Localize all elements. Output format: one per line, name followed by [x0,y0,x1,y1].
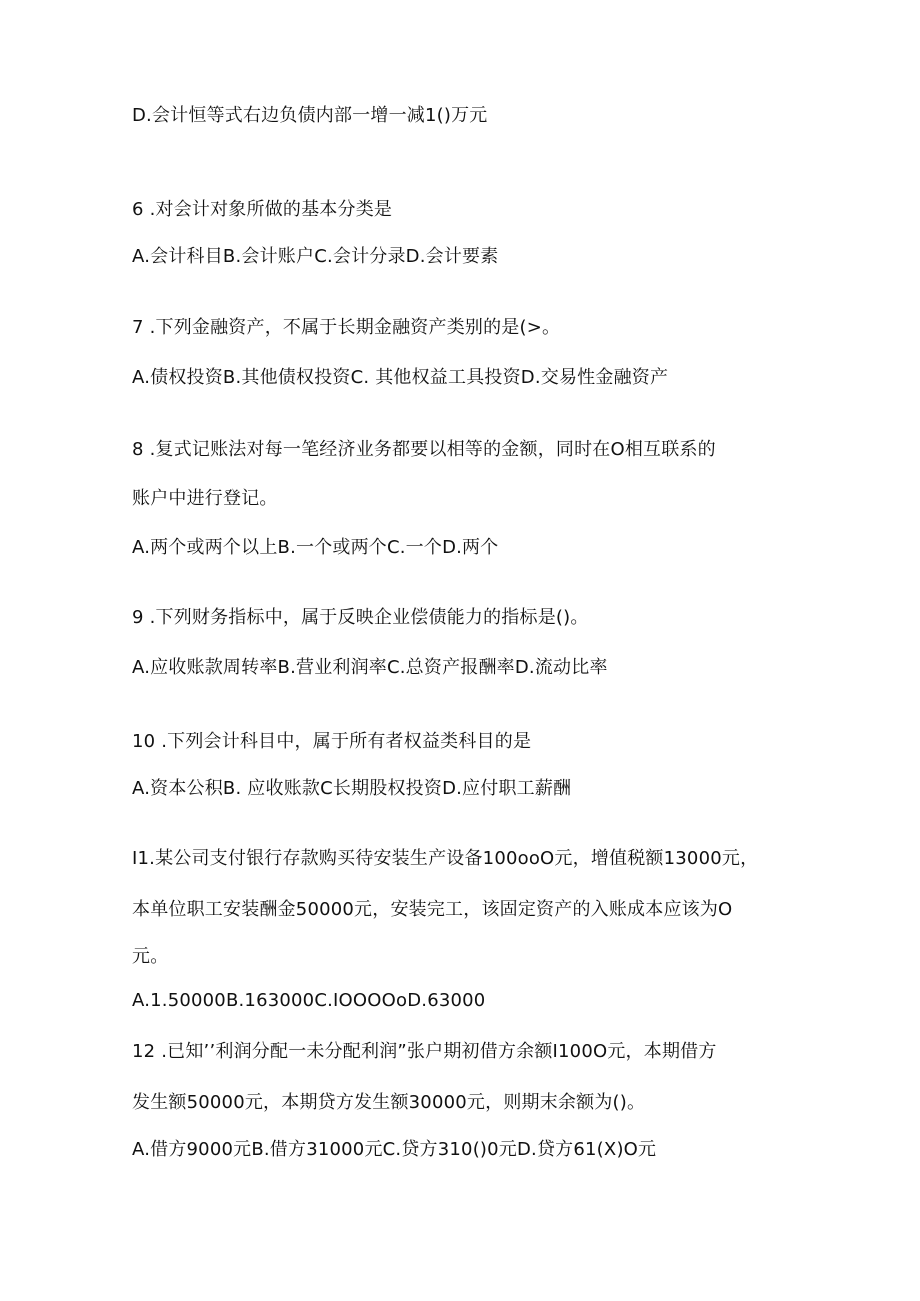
question-8-continued: 账户中进行登记。 [132,488,278,509]
question-8-options: A.两个或两个以上B.一个或两个C.一个D.两个 [132,537,499,558]
question-7-options: A.债权投资B.其他债权投资C. 其他权益工具投资D.交易性金融资产 [132,367,669,388]
question-11-continued: 本单位职工安装酬金50000元，安装完工，该固定资产的入账成本应该为O [132,899,733,920]
question-7: 7 .下列金融资产，不属于长期金融资产类别的是(>。 [132,317,561,338]
question-10: 10 .下列会计科目中，属于所有者权益类科目的是 [132,731,532,752]
question-12-continued: 发生额50000元，本期贷方发生额30000元，则期末余额为()。 [132,1092,646,1113]
question-6: 6 .对会计对象所做的基本分类是 [132,199,393,220]
text-line: D.会计恒等式右边负债内部一增一减1()万元 [132,105,488,126]
question-11-options: A.1.50000B.163000C.IOOOOoD.63000 [132,990,486,1011]
question-9: 9 .下列财务指标中，属于反映企业偿债能力的指标是()。 [132,607,589,628]
question-11: I1.某公司支付银行存款购买待安装生产设备100ooO元，增值税额13000元， [132,848,759,869]
question-9-options: A.应收账款周转率B.营业利润率C.总资产报酬率D.流动比率 [132,657,608,678]
question-10-options: A.资本公积B. 应收账款C长期股权投资D.应付职工薪酬 [132,778,572,799]
question-6-options: A.会计科目B.会计账户C.会计分录D.会计要素 [132,246,499,267]
question-12-options: A.借方9000元B.借方31000元C.贷方310()0元D.贷方61(X)O元 [132,1139,657,1160]
question-8: 8 .复式记账法对每一笔经济业务都要以相等的金额，同时在O相互联系的 [132,439,716,460]
question-11-continued: 元。 [132,946,169,967]
question-12: 12 .已知’’利润分配一未分配利润”张户期初借方余额I100O元，本期借方 [132,1041,717,1062]
